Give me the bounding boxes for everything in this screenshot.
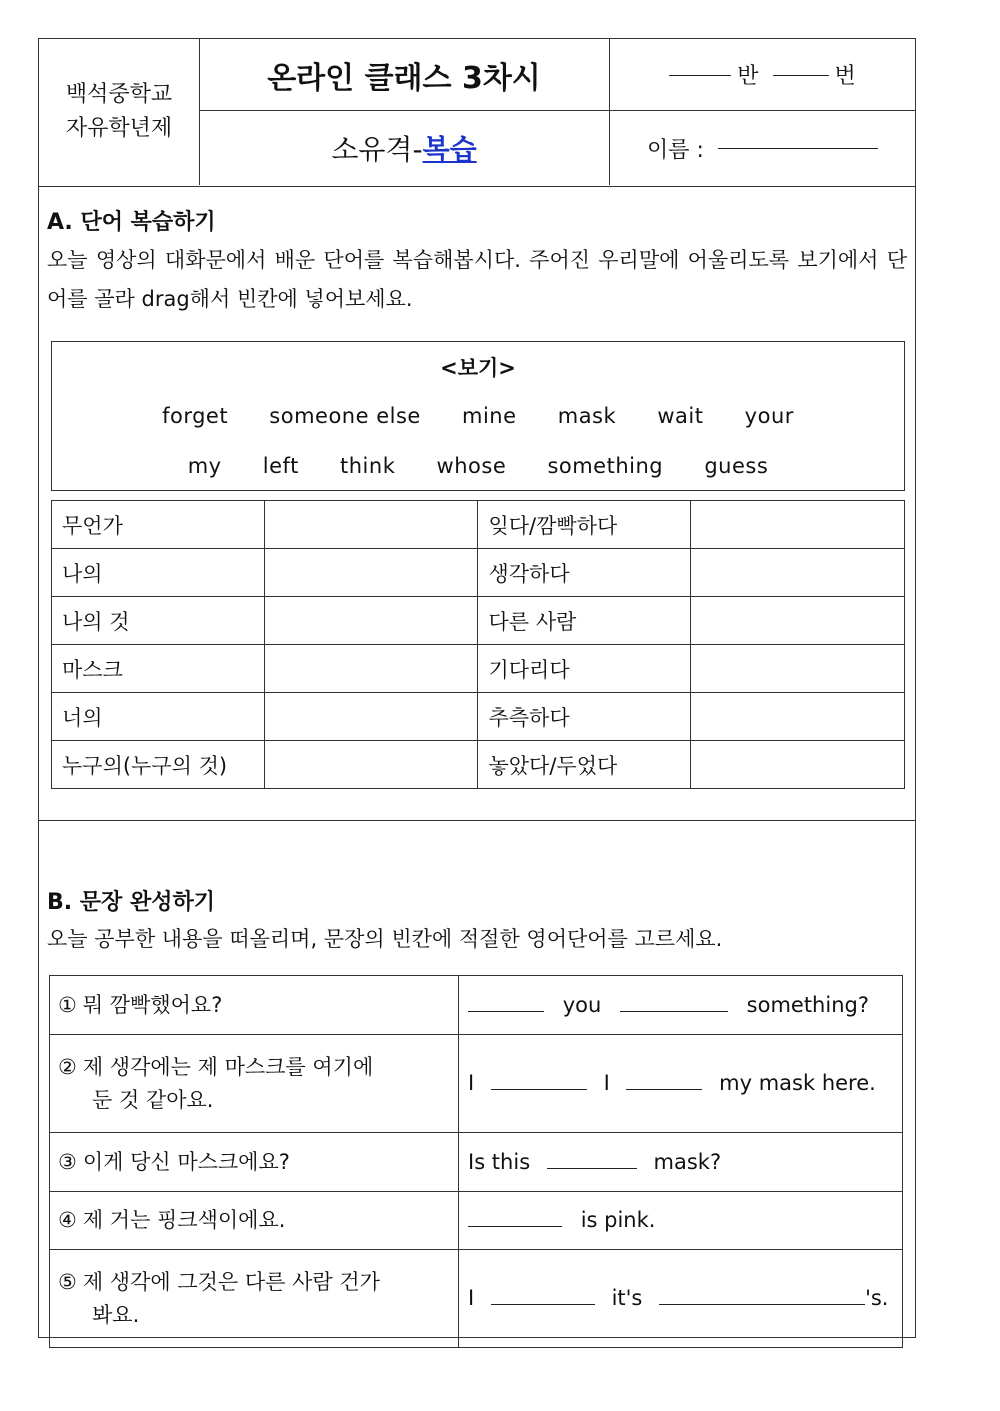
vocab-korean: 나의 것 bbox=[52, 597, 265, 645]
number-label: 번 bbox=[834, 64, 856, 89]
name-blank[interactable] bbox=[718, 147, 878, 149]
vocab-korean: 마스크 bbox=[52, 645, 265, 693]
worksheet-header bbox=[39, 39, 915, 187]
sentence-korean bbox=[50, 1035, 459, 1133]
subtitle bbox=[199, 111, 610, 185]
sentence-english bbox=[459, 1035, 903, 1133]
word-bank bbox=[51, 341, 905, 491]
vocab-drop-slot[interactable] bbox=[691, 645, 905, 693]
sentence-word: is pink. bbox=[580, 1208, 656, 1232]
sentence-korean-text: 뭐 깜빡했어요? bbox=[82, 992, 223, 1017]
table-row bbox=[52, 645, 905, 693]
vocab-drop-slot[interactable] bbox=[691, 741, 905, 789]
table-row bbox=[52, 501, 905, 549]
sentence-word: I bbox=[603, 1071, 610, 1095]
word-chip[interactable]: think bbox=[340, 454, 396, 478]
vocab-korean: 나의 bbox=[52, 549, 265, 597]
sentence-english bbox=[459, 1192, 903, 1250]
sentence-korean-text: 제 생각에 그것은 다른 사람 건가 bbox=[82, 1269, 380, 1294]
vocab-drop-slot[interactable] bbox=[691, 597, 905, 645]
vocab-drop-slot[interactable] bbox=[264, 597, 478, 645]
word-bank-title: <보기> bbox=[440, 356, 516, 380]
word-chip[interactable]: my bbox=[187, 454, 222, 478]
class-number-field[interactable] bbox=[610, 39, 915, 111]
name-label: 이름 : bbox=[647, 137, 704, 163]
sentence-word: my mask here. bbox=[719, 1071, 876, 1095]
vocab-drop-slot[interactable] bbox=[264, 741, 478, 789]
sentence-word: it's bbox=[611, 1286, 643, 1310]
word-chip[interactable]: wait bbox=[657, 404, 704, 428]
vocab-korean: 추측하다 bbox=[478, 693, 691, 741]
subtitle-prefix: 소유격- bbox=[331, 133, 423, 166]
vocab-korean: 무언가 bbox=[52, 501, 265, 549]
vocab-korean: 기다리다 bbox=[478, 645, 691, 693]
vocab-table bbox=[51, 500, 905, 789]
vocab-drop-slot[interactable] bbox=[264, 693, 478, 741]
word-chip[interactable]: mask bbox=[557, 404, 617, 428]
word-chip[interactable]: something bbox=[547, 454, 664, 478]
word-chip[interactable]: mine bbox=[462, 404, 517, 428]
vocab-korean: 너의 bbox=[52, 693, 265, 741]
vocab-drop-slot[interactable] bbox=[691, 693, 905, 741]
sentence-word: mask? bbox=[653, 1149, 722, 1174]
vocab-korean: 놓았다/두었다 bbox=[478, 741, 691, 789]
number-blank[interactable] bbox=[773, 74, 829, 76]
word-bank-row-1 bbox=[52, 404, 904, 428]
vocab-korean: 다른 사람 bbox=[478, 597, 691, 645]
answer-blank[interactable] bbox=[659, 1303, 865, 1305]
sentence-korean-text-2: 둔 것 같아요. bbox=[92, 1087, 214, 1112]
sentence-word: 's. bbox=[865, 1286, 889, 1310]
word-bank-row-2 bbox=[52, 454, 904, 478]
school-name bbox=[39, 39, 200, 185]
table-row bbox=[50, 1192, 903, 1250]
vocab-korean: 잊다/깜빡하다 bbox=[478, 501, 691, 549]
section-a-title: A. 단어 복습하기 bbox=[47, 210, 216, 235]
word-chip[interactable]: guess bbox=[704, 454, 769, 478]
vocab-drop-slot[interactable] bbox=[691, 501, 905, 549]
section-a bbox=[39, 187, 915, 821]
sentence-table bbox=[49, 975, 903, 1348]
answer-blank[interactable] bbox=[491, 1088, 587, 1090]
sentence-word: something? bbox=[746, 992, 869, 1017]
sentence-korean-text: 이게 당신 마스크에요? bbox=[82, 1149, 290, 1174]
class-label: 반 bbox=[737, 64, 759, 89]
word-chip[interactable]: your bbox=[744, 404, 794, 428]
vocab-drop-slot[interactable] bbox=[264, 501, 478, 549]
table-row bbox=[50, 1250, 903, 1348]
sentence-english bbox=[459, 1133, 903, 1192]
word-chip[interactable]: someone else bbox=[269, 404, 421, 428]
sentence-number: ④ bbox=[58, 1208, 77, 1232]
worksheet bbox=[38, 38, 916, 1338]
sentence-number: ⑤ bbox=[58, 1269, 77, 1294]
sentence-number: ③ bbox=[58, 1149, 77, 1174]
school-line-1: 백석중학교 bbox=[65, 82, 173, 107]
answer-blank[interactable] bbox=[468, 1010, 544, 1012]
table-row bbox=[50, 1133, 903, 1192]
sentence-korean-text: 제 생각에는 제 마스크를 여기에 bbox=[82, 1054, 374, 1079]
sentence-korean bbox=[50, 1192, 459, 1250]
sentence-korean bbox=[50, 976, 459, 1035]
answer-blank[interactable] bbox=[626, 1088, 702, 1090]
page-title: 온라인 클래스 3차시 bbox=[199, 39, 610, 111]
table-row bbox=[52, 549, 905, 597]
school-line-2: 자유학년제 bbox=[65, 116, 173, 141]
section-b-title: B. 문장 완성하기 bbox=[47, 890, 215, 915]
table-row bbox=[50, 1035, 903, 1133]
section-b bbox=[39, 821, 915, 1337]
sentence-word: I bbox=[468, 1071, 475, 1095]
sentence-korean bbox=[50, 1133, 459, 1192]
answer-blank[interactable] bbox=[620, 1010, 728, 1012]
word-chip[interactable]: left bbox=[262, 454, 299, 478]
sentence-word: Is this bbox=[468, 1149, 531, 1174]
table-row bbox=[52, 741, 905, 789]
review-link[interactable]: 복습 bbox=[422, 133, 477, 166]
answer-blank[interactable] bbox=[491, 1303, 595, 1305]
sentence-korean-text: 제 거는 핑크색이에요. bbox=[82, 1208, 286, 1232]
sentence-korean-text-2: 봐요. bbox=[92, 1302, 140, 1327]
table-row bbox=[52, 597, 905, 645]
word-chip[interactable]: forget bbox=[162, 404, 229, 428]
vocab-drop-slot[interactable] bbox=[264, 645, 478, 693]
table-row bbox=[52, 693, 905, 741]
name-field[interactable] bbox=[610, 111, 915, 185]
sentence-english bbox=[459, 976, 903, 1035]
sentence-number: ② bbox=[58, 1054, 77, 1079]
table-row bbox=[50, 976, 903, 1035]
vocab-drop-slot[interactable] bbox=[691, 549, 905, 597]
word-chip[interactable]: whose bbox=[436, 454, 507, 478]
answer-blank[interactable] bbox=[468, 1225, 562, 1227]
sentence-english bbox=[459, 1250, 903, 1348]
vocab-drop-slot[interactable] bbox=[264, 549, 478, 597]
section-a-description: 오늘 영상의 대화문에서 배운 단어를 복습해봅시다. 주어진 우리말에 어울리도록 보기에서 단어를 골라 drag해서 빈칸에 넣어보세요. bbox=[47, 248, 907, 311]
sentence-word: I bbox=[468, 1286, 475, 1310]
sentence-word: you bbox=[562, 992, 602, 1017]
sentence-number: ① bbox=[58, 992, 77, 1017]
sentence-korean bbox=[50, 1250, 459, 1348]
class-blank[interactable] bbox=[669, 74, 731, 76]
section-b-description: 오늘 공부한 내용을 떠올리며, 문장의 빈칸에 적절한 영어단어를 고르세요. bbox=[47, 927, 723, 951]
answer-blank[interactable] bbox=[547, 1167, 637, 1169]
vocab-korean: 생각하다 bbox=[478, 549, 691, 597]
vocab-korean: 누구의(누구의 것) bbox=[52, 741, 265, 789]
